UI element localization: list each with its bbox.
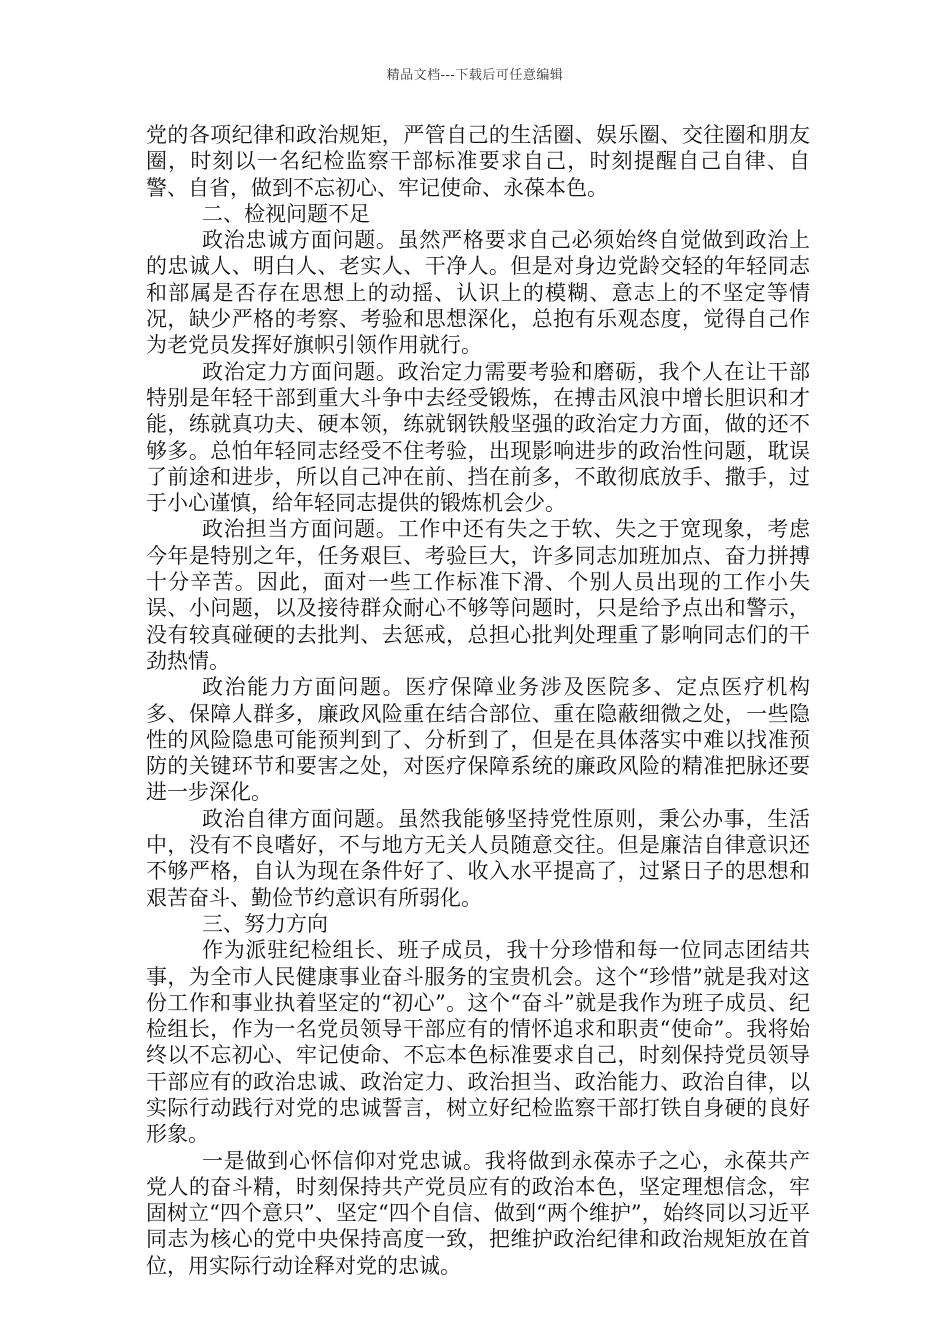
section-heading-2: 二、检视问题不足 <box>202 201 370 226</box>
header-note: 精品文档---下载后可任意编辑 <box>386 68 564 83</box>
section-heading-3: 三、努力方向 <box>202 911 328 936</box>
paragraph-1: 党的各项纪律和政治规矩，严管自己的生活圈、娱乐圈、交往圈和朋友圈，时刻以一名纪检监察干部标准要求自己，时刻提醒自己自律、自警、自省，做到不忘初心、牢记使命、永葆本色。 <box>146 123 810 200</box>
paragraph-political-self-discipline: 政治自律方面问题。虽然我能够坚持党性原则，秉公办事，生活中，没有不良嗜好，不与地方无关人员随意交往。但是廉洁自律意识还不够严格，自认为现在条件好了、收入水平提高了，过紧日子的思想和艰苦奋斗、勤俭节约意识有所弱化。 <box>146 806 810 910</box>
paragraph-political-responsibility: 政治担当方面问题。工作中还有失之于软、失之于宽现象，考虑今年是特别之年，任务艰巨、考验巨大，许多同志加班加点、奋力拼搏十分辛苦。因此，面对一些工作标准下滑、个别人员出现的工作小失误、小问题，以及接待群众耐心不够等问题时，只是给予点出和警示，没有较真碰硬的去批判、去惩戒，总担心批判处理重了影响同志们的干劲热情。 <box>146 517 810 673</box>
paragraph-loyalty-commitment: 一是做到心怀信仰对党忠诚。我将做到永葆赤子之心，永葆共产党人的奋斗精，时刻保持共产党员应有的政治本色，坚定理想信念，牢固树立“四个意只”、坚定“四个自信、做到“两个维护”，始终同以习近平同志为核心的党中央保持高度一致，把维护政治纪律和政治规矩放在首位，用实际行动诠释对党的忠诚。 <box>146 1148 810 1278</box>
document-body <box>146 122 810 1279</box>
paragraph-political-ability: 政治能力方面问题。医疗保障业务涉及医院多、定点医疗机构多、保障人群多，廉政风险重在结合部位、重在隐蔽细微之处，一些隐性的风险隐患可能预判到了、分析到了，但是在具体落实中难以找准预防的关键环节和要害之处，对医疗保障系统的廉政风险的精准把脉还要进一步深化。 <box>146 675 810 805</box>
paragraph-political-loyalty: 政治忠诚方面问题。虽然严格要求自己必须始终自觉做到政治上的忠诚人、明白人、老实人、干净人。但是对身边党龄交轻的年轻同志和部属是否存在思想上的动摇、认识上的模糊、意志上的不坚定等情况，缺少严格的考察、考验和思想深化，总抱有乐观态度，觉得自己作为老党员发挥好旗帜引领作用就行。 <box>146 228 810 358</box>
paragraph-direction: 作为派驻纪检组长、班子成员，我十分珍惜和每一位同志团结共事，为全市人民健康事业奋斗服务的宝贵机会。这个“珍惜”就是我对这份工作和事业执着坚定的“初心”。这个“奋斗”就是我作为班子成员、纪检组长，作为一名党员领导干部应有的情怀追求和职责“使命”。我将始终以不忘初心、牢记使命、不忘本色标准要求自己，时刻保持党员领导干部应有的政治忠诚、政治定力、政治担当、政治能力、政治自律，以实际行动践行对党的忠诚誓言，树立好纪检监察干部打铁自身硬的良好形象。 <box>146 938 810 1147</box>
paragraph-political-stability: 政治定力方面问题。政治定力需要考验和磨砺，我个人在让干部特别是年轻干部到重大斗争中去经受锻炼，在搏击风浪中增长胆识和才能，练就真功夫、硬本领，练就钢铁般坚强的政治定力方面，做的还不够多。总怕年轻同志经受不住考验，出现影响进步的政治性问题，耽误了前途和进步，所以自己冲在前、挡在前多，不敢彻底放手、撒手，过于小心谨慎，给年轻同志提供的锻炼机会少。 <box>146 359 810 516</box>
